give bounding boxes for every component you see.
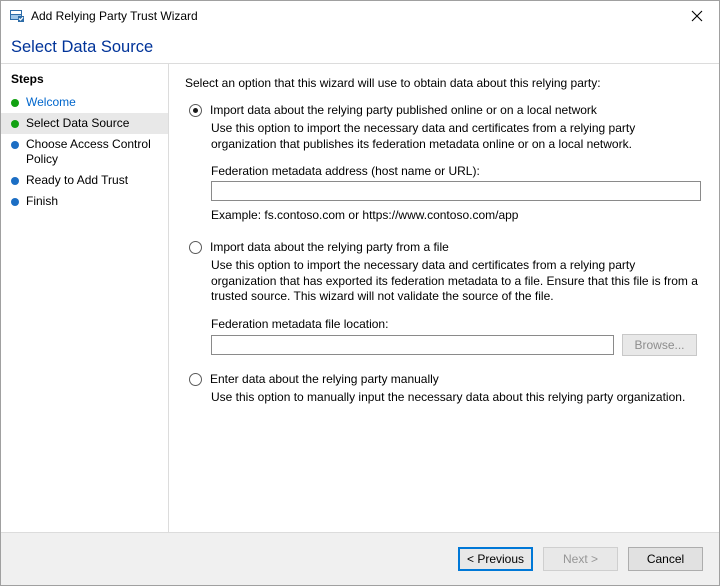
federation-metadata-address-input[interactable] [211,181,701,201]
wizard-window-icon [9,8,25,24]
sidebar-item-select-data-source[interactable] [1,113,168,134]
window-title: Add Relying Party Trust Wizard [31,9,198,23]
option-manual-entry-description: Use this option to manually input the necessary data about this relying party organization. [211,389,686,404]
step-bullet-icon [11,198,19,206]
step-bullet-icon [11,141,19,149]
radio-import-file-icon[interactable] [189,241,202,254]
intro-text: Select an option that this wizard will use to obtain data about this relying party: [185,76,601,90]
federation-metadata-address-label: Federation metadata address (host name or URL): [211,164,480,178]
radio-import-online-icon[interactable] [189,104,202,117]
federation-metadata-address-example: Example: fs.contoso.com or https://www.contoso.com/app [211,208,519,222]
step-bullet-icon [11,120,19,128]
federation-metadata-file-row [185,334,705,356]
next-button: Next > [543,547,618,571]
page-header [1,31,719,63]
option-manual-entry[interactable] [185,372,705,387]
sidebar-item-label: Finish [26,194,59,208]
wizard-footer [1,532,719,585]
page-title: Select Data Source [11,37,154,56]
sidebar-item-ready-to-add-trust[interactable] [1,170,168,191]
radio-manual-entry-icon[interactable] [189,373,202,386]
sidebar-item-finish[interactable] [1,191,168,212]
option-import-file[interactable] [185,240,705,255]
browse-button[interactable]: Browse... [622,334,697,356]
option-manual-entry-label: Enter data about the relying party manually [210,371,439,386]
sidebar-item-label: Ready to Add Trust [26,173,129,187]
close-icon[interactable] [674,1,719,30]
previous-button[interactable]: < Previous [458,547,533,571]
content-pane [169,64,719,532]
sidebar-item-welcome[interactable] [1,92,168,113]
option-import-online-label: Import data about the relying party published online or on a local network [210,103,597,117]
step-bullet-icon [11,177,19,185]
sidebar-item-label: Select Data Source [26,116,130,130]
cancel-button[interactable]: Cancel [628,547,703,571]
wizard-body [1,63,719,532]
title-bar [1,1,719,31]
steps-heading: Steps [11,72,44,86]
federation-metadata-file-input[interactable] [211,335,614,355]
option-import-online[interactable] [185,103,705,118]
option-import-online-description: Use this option to import the necessary data and certificates from a relying party organization that publishes its federation metadata online or on a local network. [211,121,636,151]
option-import-file-description: Use this option to import the necessary data and certificates from a relying party organization that has exported its federation metadata to a file. Ensure that this file is from a trusted source. This wizard will not validate the source of the file. [211,258,698,303]
sidebar-item-label: Choose Access Control Policy [26,137,151,166]
step-bullet-icon [11,99,19,107]
option-import-file-label: Import data about the relying party from a file [210,240,449,254]
sidebar-item-label: Welcome [26,95,76,109]
sidebar-item-choose-access-control-policy[interactable] [1,134,168,170]
steps-sidebar [1,64,169,532]
federation-metadata-file-label: Federation metadata file location: [211,316,389,331]
